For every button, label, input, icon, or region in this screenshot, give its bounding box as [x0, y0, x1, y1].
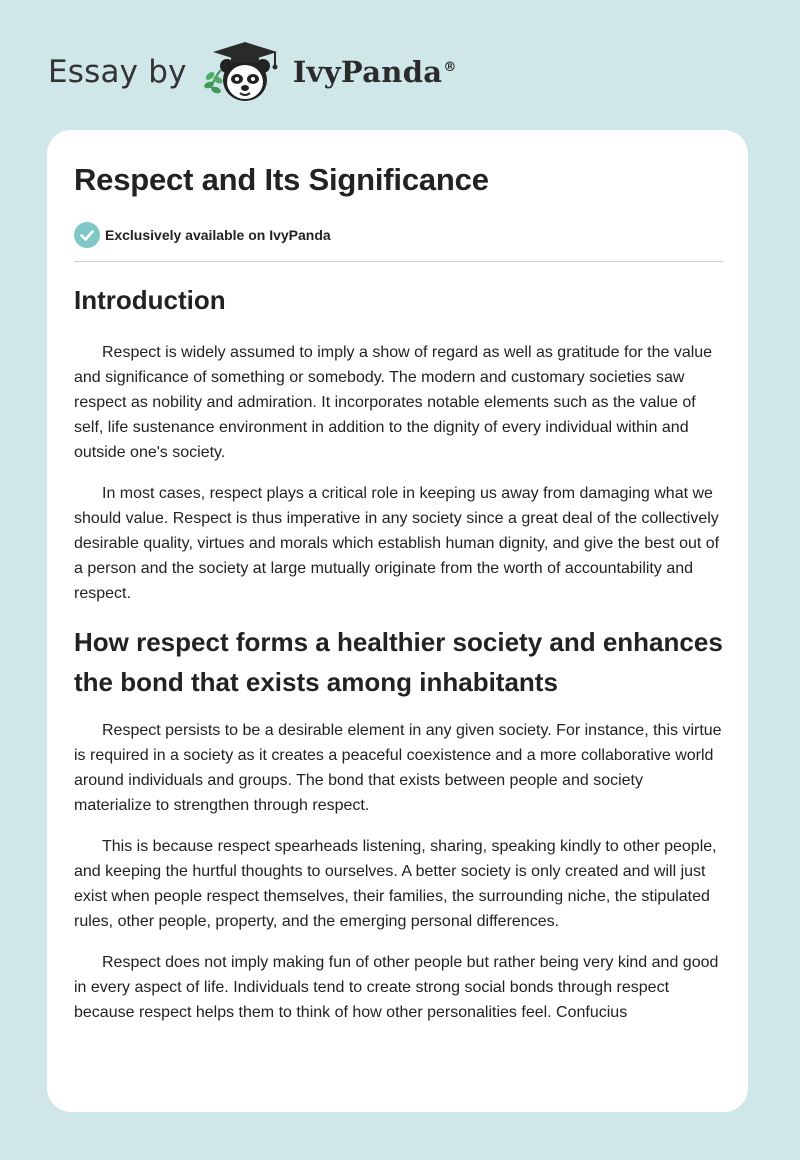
paragraph: Respect persists to be a desirable element in any given society. For instance, this virtue is required in a society as it creates a peaceful coexistence and a more collaborative world around individuals and groups. The bond that exists between people and society materialize to strengthen through respect.	[74, 722, 722, 814]
check-circle-icon	[74, 222, 100, 248]
brand-header[interactable]	[48, 36, 457, 108]
essay-card	[47, 130, 748, 1112]
section-heading-introduction: Introduction	[74, 285, 226, 315]
page-title: Respect and Its Significance	[74, 162, 489, 197]
brand-prefix: Essay by	[48, 54, 187, 90]
paragraph: This is because respect spearheads listening, sharing, speaking kindly to other people, and keeping the hurtful thoughts to ourselves. A better society is only created and will just exist when people respect themselves, their families, the surrounding niche, the stipulated rules, other people, property, and the emerging personal differences.	[74, 838, 717, 930]
title-divider	[74, 261, 723, 262]
brand-name: IvyPanda®	[292, 55, 457, 89]
registered-mark: ®	[443, 60, 457, 76]
paragraph: Respect does not imply making fun of other people but rather being very kind and good in every aspect of life. Individuals tend to create strong social bonds through respect because respect helps them to think of how other personalities feel. Confucius	[74, 954, 719, 1021]
essay-body	[74, 280, 723, 1041]
section-heading-healthier-society: How respect forms a healthier society and enhances the bond that exists among inhabitants	[74, 627, 723, 697]
exclusive-badge-text: Exclusively available on IvyPanda	[105, 227, 331, 243]
graduation-panda-icon	[201, 36, 291, 108]
exclusive-badge	[74, 222, 331, 248]
paragraph: Respect is widely assumed to imply a show of regard as well as gratitude for the value and significance of something or somebody. The modern and customary societies saw respect as nobility and admiration. It incorporates notable elements such as the value of self, life sustenance environment in addition to the dignity of every individual within and outside one's society.	[74, 344, 713, 461]
paragraph: In most cases, respect plays a critical role in keeping us away from damaging what we should value. Respect is thus imperative in any society since a great deal of the collectively desirable quality, virtues and morals which establish human dignity, and give the best out of a person and the society at large mutually originate from the worth of accountability and respect.	[74, 485, 720, 602]
